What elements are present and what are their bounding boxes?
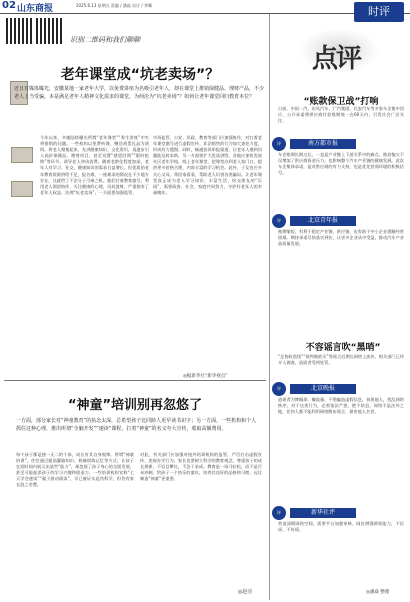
paper-name: 山东商报 xyxy=(17,4,54,14)
source-subhead: 南方都市报 xyxy=(290,139,356,149)
page-number: 02 xyxy=(2,0,16,11)
masthead-bar xyxy=(0,0,410,14)
source-subhead: 北京青年报 xyxy=(290,216,356,226)
column-logo xyxy=(290,22,390,86)
columnist-photo xyxy=(11,147,33,163)
section-tag: 时评 xyxy=(354,2,404,22)
article2-byline: ◎赵亮 xyxy=(238,589,253,595)
qr-caption: 识别二维码和我们聊聊 xyxy=(70,36,140,44)
right-byline: ◎潘焱 整理 xyxy=(366,590,390,595)
source-subhead: 新华社评 xyxy=(290,508,356,518)
right-column: 车企账期长期过长，一直是产业链上下游关系中的痛点。账款拖欠不仅增加了供应商资金压力，也影响整个汽车产业链的健康发展。此次车企集体承诺，是对供应商的有力支持，也是优化营商环境的积极信号。 xyxy=(278,152,404,176)
column-divider xyxy=(269,14,270,600)
article1-title: 老年课堂成“坑老卖场”？ xyxy=(60,67,220,83)
source-subhead: 北京晚报 xyxy=(290,384,356,394)
comment-tag-icon: 评 xyxy=(272,506,286,520)
columnist-photo xyxy=(11,181,33,197)
article1-column: 市场监管、公安、民政、教育等部门应加强协作，对打着老年课堂旗号进行虚假宣传、非法销售的行为加大查处力度，形成有力震慑。同时，畅通投诉举报渠道，让老年人遇到问题能及时求助。另一方面要扩大优质供给。各地应加快发展社区老年学校、线上老年课堂，把课堂办到老人家门口，提供更多价格合理、内容丰富的学习机会。此外，子女也应多关心父母，常回家看看，帮助老人识别各类骗局。让老年课堂真正成为老人学习知识、丰富生活、结交朋友的“乐园”，需要政府、社会、家庭共同努力，守护好老年人的幸福晚年。 xyxy=(153,135,262,195)
right-column: 账期缩短，有利于稳定产业链、供应链，也有助于中小企业缓解经营困难。期待承诺尽快落实到位，让更多企业从中受益，推动汽车产业高质量发展。 xyxy=(278,229,404,247)
qr-code-icon[interactable] xyxy=(6,18,32,44)
right-column: 造谣者为博眼球、赚流量，不惜编造虚假信息，抹黑他人，扰乱网络秩序。对于这类行为，必须依法严惩，绝不姑息。网络不是法外之地，任何人都不能利用网络散布谣言，损害他人名誉。 xyxy=(278,397,404,415)
right-intro: 日前，中国一汽、东风汽车、广汽集团、长安汽车等多家车企集中回应，公开承诺将供应商付款账期统一在60天内，引发社会广泛关注。 xyxy=(278,106,404,124)
article2-column: 每个孩子都是独一无二的个体，成长有其自身规律。所谓“神童培训”，往往通过超前灌输知识、机械训练记忆等方式，让孩子在短时间内展示出某些“能力”，却忽视了孩子身心的全面发展，甚至可能扼杀孩子的学习兴趣和创造力。一些培训机构宣称“七天学会速读”“量子波动阅读”，早已被证实是伪科学，但仍有家长趋之若鹜。 xyxy=(16,452,134,488)
article1-column: 今年以来，多地陆续曝光所谓“老年课堂”“养生讲座”中夹带推销的问题。一些机构以免费听课、赠送鸡蛋礼品为诱饵，将老人聚集起来，先讲健康知识、文化常识，再逐步引入高价保健品、理财项目，甚至设置“感恩回馈”“限时抢购”等环节，诱导老人冲动消费。随着老龄化程度加深，老年人对学习、社交、健康知识的需求日益增长。但优质的老年教育资源供给不足，报名难、一座难求的情况在不少地方存在，这就给了不法分子可乘之机。他们打着教育旗号，利用老人渴望陪伴、关注健康的心理，设局敛财，严重损害了老年人权益。治理“坑老卖场”，一方面要加强监管。 xyxy=(40,135,149,195)
article2-column: 对此，有关部门应加强对校外培训机构的监管，严厉打击虚假宣传、违规办学行为。家长也要树立科学的教育观念，尊重孩子的成长规律，不盲目攀比，不急于求成。教育是一场马拉松，而不是百米冲刺。给孩子一个快乐的童年，培养其良好的品格和习惯，远比制造“神童”更重要。 xyxy=(140,452,262,482)
article1-lead: 近日有媒体曝光，安徽某地一家老年大学，以免费讲座为名吸引老年人，却在课堂上推销保健品、理财产品，不少老人上当受骗。本是满足老年人精神文化需求的课堂，为何沦为“坑老卖场”？如何让老年课堂回归教育本位？ xyxy=(14,86,265,100)
right-column: 营造清朗网络空间，需要平台加强审核，网民增强辨别能力，不信谣、不传谣。 xyxy=(278,521,404,533)
comment-tag-icon: 评 xyxy=(272,214,286,228)
section-divider xyxy=(4,380,266,381)
article1-byline: ◎据新华社“新华视点” xyxy=(183,374,228,379)
qr-code-icon[interactable] xyxy=(36,18,62,44)
right-intro-2: “足协收黑钱”“裁判被收买”等谣言近期在网络上流传，相关部门已经介入调查，造谣者受到处罚。 xyxy=(278,354,404,366)
comment-tag-icon: 评 xyxy=(272,137,286,151)
comment-tag-icon: 评 xyxy=(272,382,286,396)
article2-title: “神童”培训别再忽悠了 xyxy=(67,398,203,413)
right-title-2: 不容谣言吹“黑哨” xyxy=(305,343,381,353)
right-title: “账款保卫战”打响 xyxy=(303,97,379,107)
article2-lead: 一方面，部分家长对“神童教育”的执念太深，总希望孩子比同龄人更早读书识字；另一方面，一些机构和个人抓住这种心理，推出所谓“全脑开发”“速读”课程，打着“神童”的名义夸大宣传，收取高额费用。 xyxy=(16,418,257,432)
issue-meta: 2025.6.13 星期五 责编 / 潘焱 设计 / 李娜 xyxy=(76,3,152,8)
logo-text: 点评 xyxy=(312,44,361,74)
